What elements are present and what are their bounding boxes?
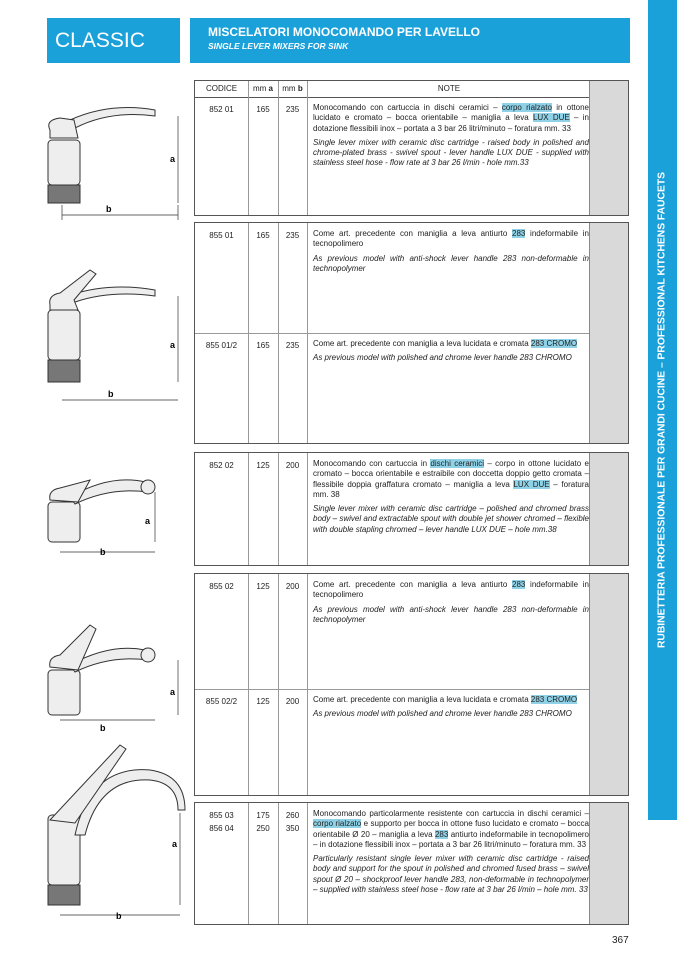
product-block-5 (194, 802, 629, 925)
header-mm-b: mm b (282, 84, 303, 93)
product-block-1 (194, 80, 629, 216)
product-code: 852 01 (209, 105, 234, 114)
dimension-b: 200 (285, 582, 300, 591)
blank-column (589, 453, 628, 565)
dimension-b: 200 (285, 697, 300, 706)
product-note (313, 229, 589, 274)
dim-a: a (170, 340, 176, 350)
side-band (648, 0, 677, 820)
page-number: 367 (612, 935, 629, 946)
faucet-illustration-283 (30, 260, 190, 410)
dim-a: a (145, 516, 151, 526)
blank-column (589, 574, 628, 795)
dim-a: a (170, 687, 176, 697)
dimension-b: 200 (285, 461, 300, 470)
note-italian: Monocomando con cartuccia in dischi ceramici – corpo in ottone lucidato e cromato – bocca orientabile e estraibile con doccetta doppio getto cromata – flessibile doppia graffatura cromato – maniglia a leva LUX DUE – foratura mm. 38 (313, 459, 589, 499)
dimension-a: 125 (256, 582, 270, 591)
product-code: 856 04 (209, 824, 234, 833)
product-block-2 (194, 222, 629, 444)
blank-column (589, 223, 628, 443)
dim-b: b (116, 911, 122, 921)
blank-column (589, 803, 628, 924)
note-italian: Come art. precedente con maniglia a leva antiurto 283 indeformabile in tecnopolimero (313, 580, 590, 600)
dimension-a: 165 (256, 231, 270, 240)
dim-b: b (106, 204, 112, 214)
product-code: 852 02 (209, 461, 234, 470)
dim-a: a (172, 839, 178, 849)
dimension-a: 165 (256, 105, 270, 114)
dim-a: a (170, 154, 176, 164)
dimension-b: 235 (285, 341, 300, 350)
dim-b: b (100, 547, 106, 557)
note-italian: Monocomando particolarmente resistente con cartuccia in dischi ceramici – corpo rialzato e supporto per bocca in ottone fuso lucidato e cromato – bocca orientabile Ø 20 – maniglia a leva 283 antiurto indeformabile in tecnopolimero – in dotazione flessibili inox – portata a 3 bar 26 litri/minuto – foratura mm. 33 (313, 809, 590, 849)
dimension-b: 235 (285, 231, 300, 240)
note-italian: Come art. precedente con maniglia a leva lucidata e cromata 283 CROMO (313, 339, 578, 348)
product-code: 855 01/2 (205, 341, 238, 350)
note-english: As previous model with anti-shock lever handle 283 non-deformable in technopolymer (313, 253, 589, 273)
dimension-a: 125 (256, 461, 270, 470)
note-english: As previous model with anti-shock lever handle 283 non-deformable in technopolymer (313, 604, 589, 624)
dimension-b: 350 (285, 824, 300, 833)
table-header (195, 81, 590, 98)
dimension-a: 250 (256, 824, 270, 833)
title-band (190, 18, 630, 63)
brand-label: CLASSIC (47, 18, 180, 63)
product-note (313, 809, 589, 895)
product-code: 855 01 (209, 231, 234, 240)
product-note (313, 103, 589, 169)
faucet-illustration-pullout-283 (30, 615, 190, 735)
dimension-b: 235 (285, 105, 300, 114)
dim-b: b (100, 723, 106, 733)
note-italian: Come art. precedente con maniglia a leva antiurto 283 indeformabile in tecnopolimero (313, 229, 590, 249)
dimension-a: 125 (256, 697, 270, 706)
product-code: 855 02/2 (205, 697, 238, 706)
dimension-b: 260 (285, 811, 300, 820)
product-block-4 (194, 573, 629, 796)
note-english: As previous model with polished and chrome lever handle 283 CHROMO (313, 709, 572, 719)
product-block-3 (194, 452, 629, 566)
product-note (313, 339, 589, 364)
product-note (313, 580, 589, 625)
product-code: 855 02 (209, 582, 234, 591)
header-code: CODICE (205, 84, 238, 93)
header-note: NOTE (437, 84, 461, 93)
faucet-illustration-lux-due (30, 90, 190, 225)
product-code: 855 03 (209, 811, 234, 820)
product-note (313, 695, 589, 720)
note-italian: Come art. precedente con maniglia a leva lucidata e cromata 283 CROMO (313, 695, 578, 704)
note-english: As previous model with polished and chrome lever handle 283 CHROMO (313, 353, 572, 363)
dimension-a: 165 (256, 341, 270, 350)
blank-column (589, 81, 628, 215)
note-italian: Monocomando con cartuccia in dischi ceramici – corpo rialzato in ottone lucidato e cromato – bocca orientabile – maniglia a leva LUX DUE – in dotazione flessibili inox – portata a 3 bar 26 litri/minuto – foratura mm. 33 (313, 103, 589, 133)
note-english: Single lever mixer with ceramic disc cartridge - raised body in polished and chrome-plated brass - swivel spout - lever handle LUX DUE - supplied with stainless steel hose - flow rate at 3 bar 26 l/min - hole mm.33 (313, 137, 589, 168)
side-text: RUBINETTERIA PROFESSIONALE PER GRANDI CUCINE – PROFESSIONAL KITCHENS FAUCETS (656, 172, 668, 648)
note-english: Single lever mixer with ceramic disc cartridge – polished and chromed brass body – swivel and extractable spout with double jet shower chromed – flexible with double stapling chromed – lever handle LUX DUE – hole mm.38 (313, 504, 589, 534)
page-title: MISCELATORI MONOCOMANDO PER LAVELLO (208, 25, 480, 39)
faucet-illustration-pullout (30, 462, 190, 562)
product-note (313, 459, 589, 535)
faucet-illustration-heavy-duty (30, 735, 190, 925)
note-english: Particularly resistant single lever mixer with ceramic disc cartridge - raised body and support for the spout in polished and chromed fused brass – swivel spout Ø 20 – shockproof lever handle 283, non-deformable in technopolymer – supplied with stainless steel hose - flow rate at 3 bar 26 l/min – hole mm. 33 (313, 854, 589, 895)
dim-b: b (108, 389, 114, 399)
dimension-a: 175 (256, 811, 270, 820)
header-mm-a: mm a (252, 84, 273, 93)
page-subtitle: SINGLE LEVER MIXERS FOR SINK (208, 41, 349, 51)
